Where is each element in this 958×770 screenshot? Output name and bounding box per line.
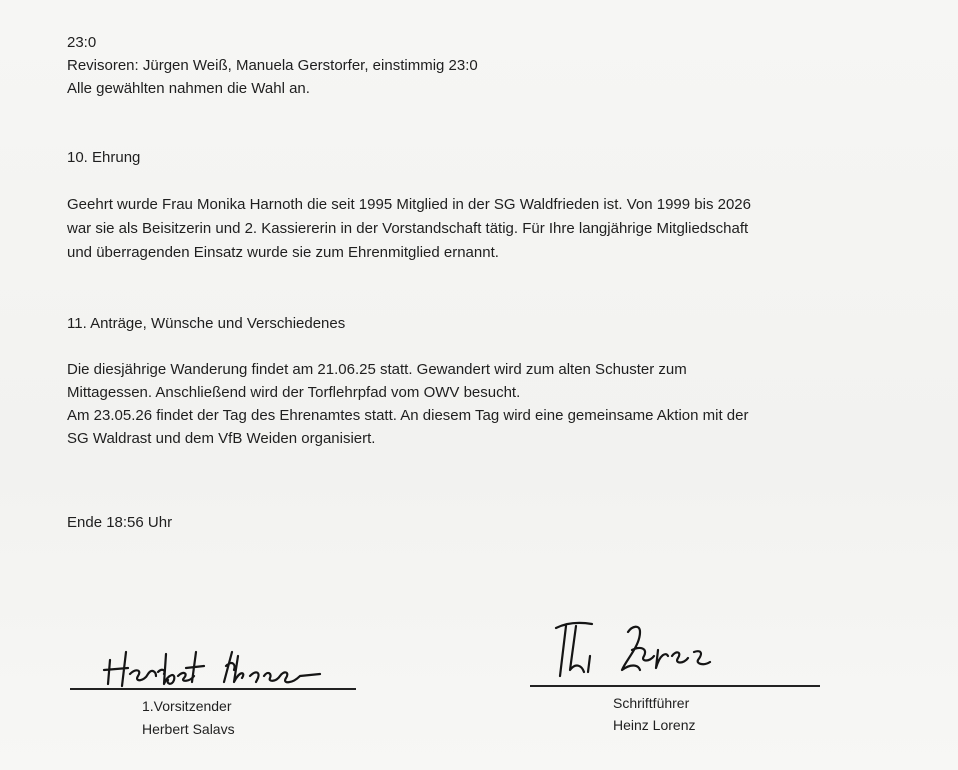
signature-line-right xyxy=(530,685,820,687)
section-11-paragraph-line: Mittagessen. Anschließend wird der Torflehrpfad vom OWV besucht. xyxy=(67,384,521,401)
vote-result: 23:0 xyxy=(67,34,97,51)
section-11-paragraph-line: SG Waldrast und dem VfB Weiden organisiert. xyxy=(67,430,376,447)
signature-role-left: 1.Vorsitzender xyxy=(142,698,232,714)
section-11-heading: 11. Anträge, Wünsche und Verschiedenes xyxy=(67,315,346,332)
section-11-paragraph-line: Die diesjährige Wanderung findet am 21.06.25 statt. Gewandert wird zum alten Schuster zum xyxy=(67,361,687,378)
handwritten-signature-left xyxy=(100,630,340,690)
section-10-paragraph-line: und überragenden Einsatz wurde sie zum Ehrenmitglied ernannt. xyxy=(67,244,499,261)
section-11-paragraph-line: Am 23.05.26 findet der Tag des Ehrenamtes statt. An diesem Tag wird eine gemeinsame Aktion mit der xyxy=(67,407,749,424)
end-time: Ende 18:56 Uhr xyxy=(67,514,173,531)
signature-name-right: Heinz Lorenz xyxy=(613,717,696,733)
signature-role-right: Schriftführer xyxy=(613,695,690,711)
signature-name-left: Herbert Salavs xyxy=(142,721,235,737)
section-10-paragraph-line: war sie als Beisitzerin und 2. Kassiererin in der Vorstandschaft tätig. Für Ihre langjährige Mitgliedschaft xyxy=(67,220,749,237)
signature-line-left xyxy=(70,688,356,690)
section-10-paragraph-line: Geehrt wurde Frau Monika Harnoth die seit 1995 Mitglied in der SG Waldfrieden ist. Von 1999 bis 2026 xyxy=(67,196,751,213)
auditors-line: Revisoren: Jürgen Weiß, Manuela Gerstorfer, einstimmig 23:0 xyxy=(67,57,478,74)
handwritten-signature-right xyxy=(548,606,748,686)
acceptance-line: Alle gewählten nahmen die Wahl an. xyxy=(67,80,310,97)
section-10-heading: 10. Ehrung xyxy=(67,149,141,166)
